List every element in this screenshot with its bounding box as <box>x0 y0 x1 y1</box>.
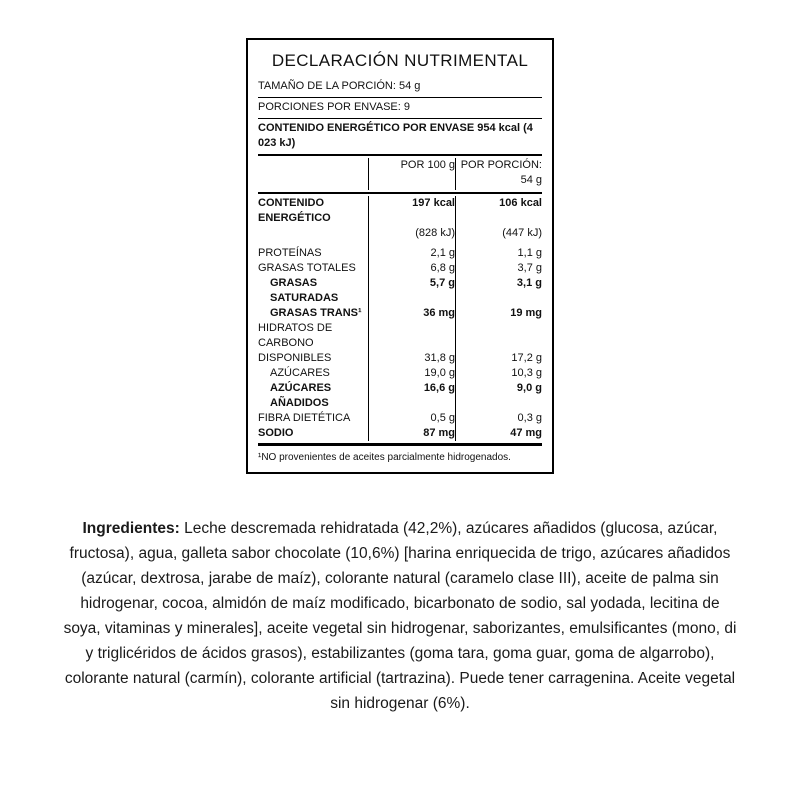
row-value-per-100g: 197 kcal <box>369 196 456 226</box>
row-value-per-serving: (447 kJ) <box>456 226 543 241</box>
nutrition-table-body <box>258 158 542 190</box>
row-value-per-serving: 10,3 g <box>456 366 543 381</box>
row-label <box>258 226 369 241</box>
row-label: PROTEÍNAS <box>258 247 322 259</box>
table-row <box>258 196 542 226</box>
table-row <box>258 381 542 411</box>
column-header-per-100g: POR 100 g <box>369 158 456 190</box>
ingredients-heading: Ingredientes: <box>82 520 180 537</box>
row-value-per-serving: 17,2 g <box>456 351 543 366</box>
row-value-per-serving: 0,3 g <box>456 411 543 426</box>
table-column-header-row <box>258 158 542 190</box>
table-row <box>258 246 542 261</box>
row-label: SODIO <box>258 427 294 439</box>
row-value-per-serving: 47 mg <box>456 426 543 441</box>
divider-after-servings <box>258 118 542 119</box>
table-row <box>258 261 542 276</box>
row-value-per-100g: 36 mg <box>369 306 456 321</box>
row-label: AZÚCARES AÑADIDOS <box>270 382 332 409</box>
divider-bottom <box>258 443 542 446</box>
nutrition-panel-title: DECLARACIÓN NUTRIMENTAL <box>271 51 529 70</box>
ingredients-text: Leche descremada rehidratada (42,2%), azúcares añadidos (glucosa, azúcar, fructosa), agua, galleta sabor chocolate (10,6%) [harina enriquecida de trigo, azúcares añadidos (azúcar, dextrosa, jarabe de maíz), colorante natural (caramelo clase III), aceite de palma sin hidrogenar, cocoa, almidón de maíz modificado, bicarbonato de sodio, sal yodada, lecitina de soya, vitaminas y minerales], aceite vegetal sin hidrogenar, saborizantes, emulsificantes (mono, di y triglicéridos de ácidos grasos), estabilizantes (goma tara, goma guar, goma de algarrobo), colorante natural (carmín), colorante artificial (tartrazina). Puede tener carragenina. Aceite vegetal sin hidrogenar (6%). <box>63 520 737 712</box>
nutrition-footnote: ¹NO provenientes de aceites parcialmente hidrogenados. <box>258 452 511 463</box>
energy-per-container-line: CONTENIDO ENERGÉTICO POR ENVASE 954 kcal (4 023 kJ) <box>258 122 533 149</box>
serving-size-line: TAMAÑO DE LA PORCIÓN: 54 g <box>258 80 421 92</box>
row-label: GRASAS TOTALES <box>258 262 356 274</box>
row-label: DISPONIBLES <box>258 352 332 364</box>
column-header-per-serving: POR PORCIÓN: 54 g <box>456 158 543 190</box>
nutrition-values-body <box>258 196 542 441</box>
nutrition-facts-panel <box>246 38 554 474</box>
table-row <box>258 306 542 321</box>
table-row <box>258 276 542 306</box>
row-label: CONTENIDO ENERGÉTICO <box>258 197 331 224</box>
divider-below-column-headers <box>258 192 542 194</box>
row-value-per-100g: (828 kJ) <box>369 226 456 241</box>
table-row <box>258 321 542 351</box>
divider-after-serving-size <box>258 97 542 98</box>
row-value-per-serving: 1,1 g <box>456 246 543 261</box>
row-value-per-100g: 87 mg <box>369 426 456 441</box>
row-value-per-serving: 106 kcal <box>456 196 543 226</box>
row-value-per-100g: 19,0 g <box>369 366 456 381</box>
row-label: HIDRATOS DE CARBONO <box>258 322 333 349</box>
row-value-per-100g: 0,5 g <box>369 411 456 426</box>
column-header-blank <box>258 158 369 190</box>
table-row <box>258 411 542 426</box>
table-row <box>258 351 542 366</box>
row-value-per-serving: 3,7 g <box>456 261 543 276</box>
nutrition-values-table <box>258 196 542 441</box>
table-row <box>258 226 542 241</box>
row-value-per-serving: 3,1 g <box>456 276 543 306</box>
row-label: FIBRA DIETÉTICA <box>258 412 351 424</box>
row-value-per-serving: 19 mg <box>456 306 543 321</box>
row-label: GRASAS SATURADAS <box>270 277 339 304</box>
table-row <box>258 366 542 381</box>
row-value-per-100g: 5,7 g <box>369 276 456 306</box>
row-value-per-100g <box>369 321 456 351</box>
row-value-per-100g: 31,8 g <box>369 351 456 366</box>
ingredients-section <box>60 516 740 716</box>
servings-per-container-line: PORCIONES POR ENVASE: 9 <box>258 101 411 113</box>
row-value-per-100g: 16,6 g <box>369 381 456 411</box>
row-value-per-100g: 6,8 g <box>369 261 456 276</box>
divider-after-energy-per-container <box>258 154 542 156</box>
row-label: AZÚCARES <box>270 367 330 379</box>
row-value-per-serving: 9,0 g <box>456 381 543 411</box>
row-value-per-serving <box>456 321 543 351</box>
nutrition-table <box>258 158 542 190</box>
row-value-per-100g: 2,1 g <box>369 246 456 261</box>
table-row <box>258 426 542 441</box>
row-label: GRASAS TRANS¹ <box>270 307 362 319</box>
